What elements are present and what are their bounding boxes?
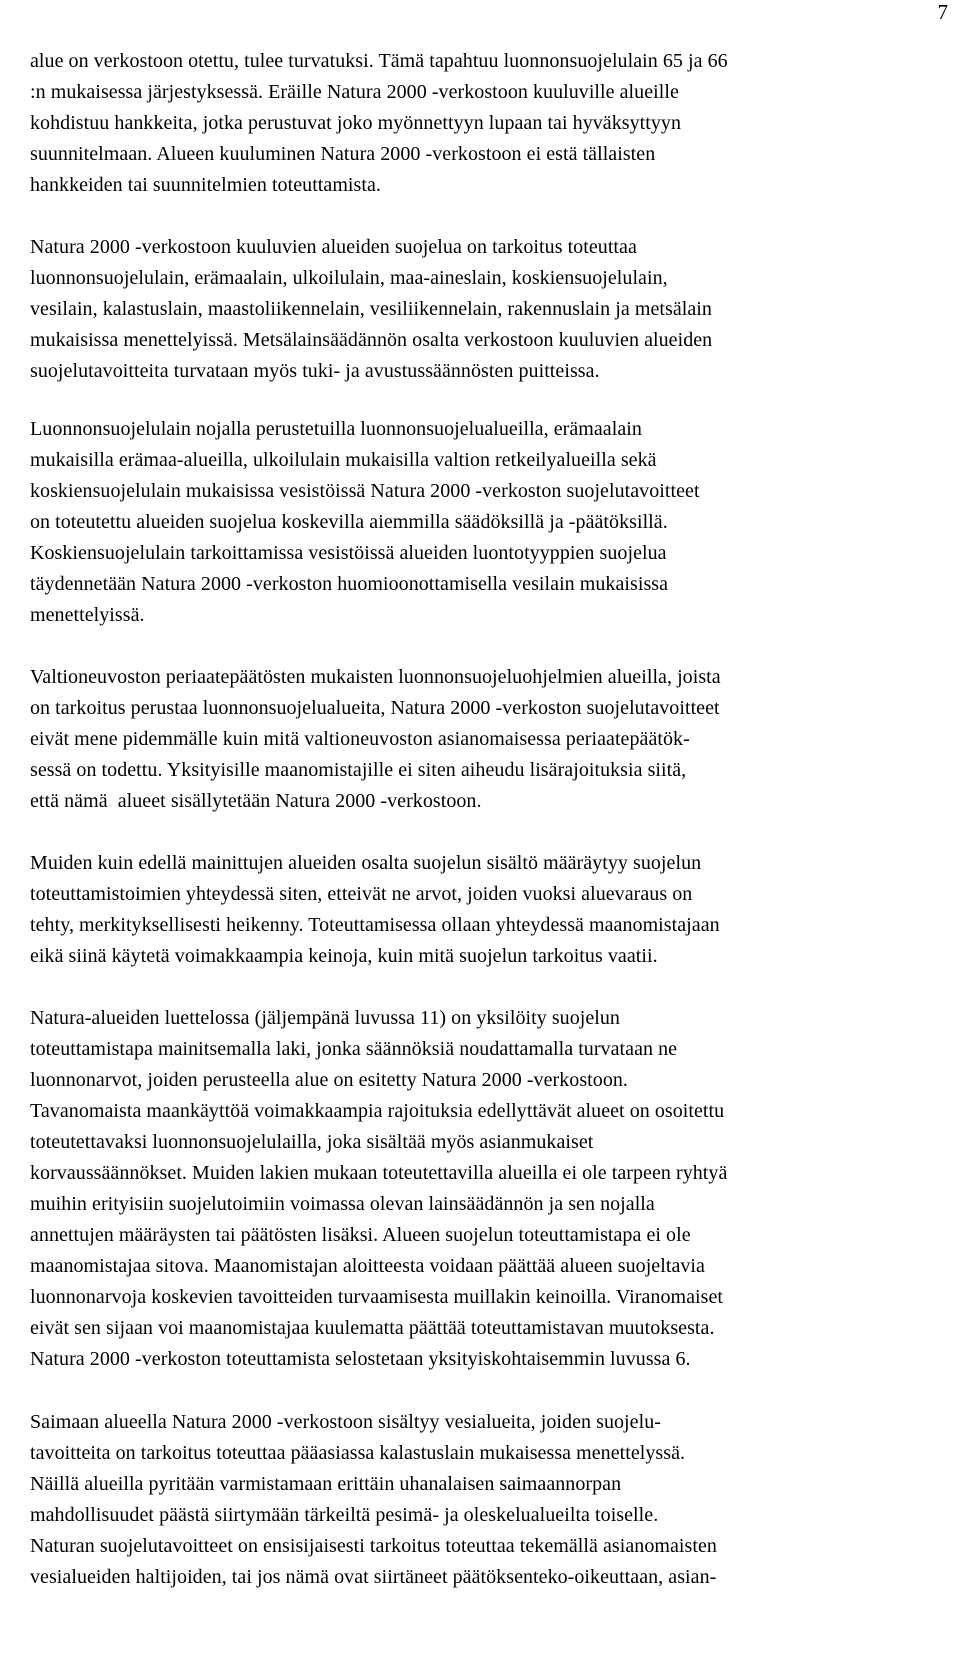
text-line: Natura 2000 -verkostoon kuuluvien alueiden suojelua on tarkoitus toteuttaa: [30, 236, 637, 258]
text-line: Natura-alueiden luettelossa (jäljempänä luvussa 11) on yksilöity suojelun: [30, 1007, 620, 1029]
text-line: toteuttamistapa mainitsemalla laki, jonka säännöksiä noudattamalla turvataan ne: [30, 1038, 678, 1060]
text-line: alue on verkostoon otettu, tulee turvatuksi. Tämä tapahtuu luonnonsuojelulain 65 ja 66: [30, 50, 728, 72]
text-line: muihin erityisiin suojelutoimiin voimassa olevan lainsäädännön ja sen nojalla: [30, 1193, 655, 1215]
text-line: on tarkoitus perustaa luonnonsuojelualueita, Natura 2000 -verkoston suojelutavoitteet: [30, 697, 720, 719]
paragraph-5: [30, 848, 950, 972]
text-line: luonnonarvoja koskevien tavoitteiden turvaamisesta muillakin keinoilla. Viranomaiset: [30, 1286, 724, 1308]
paragraph-3: [30, 414, 950, 631]
text-line: korvaussäännökset. Muiden lakien mukaan toteutettavilla alueilla ei ole tarpeen ryhtyä: [30, 1162, 728, 1184]
paragraph-1: [30, 46, 950, 201]
text-line: hankkeiden tai suunnitelmien toteuttamista.: [30, 174, 381, 196]
text-line: mahdollisuudet päästä siirtymään tärkeiltä pesimä- ja oleskelualueilta toiselle.: [30, 1504, 659, 1526]
text-line: vesilain, kalastuslain, maastoliikennelain, vesiliikennelain, rakennuslain ja metsälain: [30, 298, 712, 320]
text-line: toteutettavaksi luonnonsuojelulailla, joka sisältää myös asianmukaiset: [30, 1131, 594, 1153]
page-number: 7: [937, 0, 948, 24]
text-line: eivät mene pidemmälle kuin mitä valtioneuvoston asianomaisessa periaatepäätök-: [30, 728, 690, 750]
text-line: luonnonsuojelulain, erämaalain, ulkoilulain, maa-aineslain, koskiensuojelulain,: [30, 267, 668, 289]
paragraph-4: [30, 662, 950, 817]
text-line: tavoitteita on tarkoitus toteuttaa pääasiassa kalastuslain mukaisessa menettelyssä.: [30, 1442, 686, 1464]
text-line: tehty, merkityksellisesti heikenny. Toteuttamisessa ollaan yhteydessä maanomistajaan: [30, 914, 720, 936]
text-line: toteuttamistoimien yhteydessä siten, etteivät ne arvot, joiden vuoksi aluevaraus on: [30, 883, 693, 905]
text-line: kohdistuu hankkeita, jotka perustuvat joko myönnettyyn lupaan tai hyväksyttyyn: [30, 112, 682, 134]
text-line: Näillä alueilla pyritään varmistamaan erittäin uhanalaisen saimaannorpan: [30, 1473, 622, 1495]
text-line: Koskiensuojelulain tarkoittamissa vesistöissä alueiden luontotyyppien suojelua: [30, 542, 667, 564]
text-line: suunnitelmaan. Alueen kuuluminen Natura 2000 -verkostoon ei estä tällaisten: [30, 143, 656, 165]
text-line: :n mukaisessa järjestyksessä. Eräille Natura 2000 -verkostoon kuuluville alueille: [30, 81, 679, 103]
text-line: Valtioneuvoston periaatepäätösten mukaisten luonnonsuojeluohjelmien alueilla, joista: [30, 666, 721, 688]
text-line: sessä on todettu. Yksityisille maanomistajille ei siten aiheudu lisärajoituksia siitä,: [30, 759, 687, 781]
text-line: Muiden kuin edellä mainittujen alueiden osalta suojelun sisältö määräytyy suojelun: [30, 852, 702, 874]
text-line: täydennetään Natura 2000 -verkoston huomioonottamisella vesilain mukaisissa: [30, 573, 669, 595]
text-line: Tavanomaista maankäyttöä voimakkaampia rajoituksia edellyttävät alueet on osoitettu: [30, 1100, 725, 1122]
text-line: koskiensuojelulain mukaisissa vesistöissä Natura 2000 -verkoston suojelutavoitteet: [30, 480, 700, 502]
paragraph-2: [30, 232, 950, 387]
text-line: annettujen määräysten tai päätösten lisäksi. Alueen suojelun toteuttamistapa ei ole: [30, 1224, 691, 1246]
text-line: Naturan suojelutavoitteet on ensisijaisesti tarkoitus toteuttaa tekemällä asianomaisten: [30, 1535, 717, 1557]
text-line: menettelyissä.: [30, 604, 145, 626]
text-line: mukaisilla erämaa-alueilla, ulkoilulain mukaisilla valtion retkeilyalueilla sekä: [30, 449, 657, 471]
paragraph-7: [30, 1407, 950, 1593]
text-line: että nämä alueet sisällytetään Natura 2000 -verkostoon.: [30, 790, 482, 812]
text-line: Luonnonsuojelulain nojalla perustetuilla luonnonsuojelualueilla, erämaalain: [30, 418, 642, 440]
text-line: mukaisissa menettelyissä. Metsälainsäädännön osalta verkostoon kuuluvien alueiden: [30, 329, 713, 351]
text-line: suojelutavoitteita turvataan myös tuki- ja avustussäännösten puitteissa.: [30, 360, 600, 382]
text-line: Natura 2000 -verkoston toteuttamista selostetaan yksityiskohtaisemmin luvussa 6.: [30, 1348, 691, 1370]
text-line: on toteutettu alueiden suojelua koskevilla aiemmilla säädöksillä ja -päätöksillä.: [30, 511, 668, 533]
text-line: luonnonarvot, joiden perusteella alue on esitetty Natura 2000 -verkostoon.: [30, 1069, 628, 1091]
text-line: maanomistajaa sitova. Maanomistajan aloitteesta voidaan päättää alueen suojeltavia: [30, 1255, 705, 1277]
text-line: vesialueiden haltijoiden, tai jos nämä ovat siirtäneet päätöksenteko-oikeuttaan, asian-: [30, 1566, 717, 1588]
text-line: eikä siinä käytetä voimakkaampia keinoja, kuin mitä suojelun tarkoitus vaatii.: [30, 945, 658, 967]
text-line: Saimaan alueella Natura 2000 -verkostoon sisältyy vesialueita, joiden suojelu-: [30, 1411, 661, 1433]
text-line: eivät sen sijaan voi maanomistajaa kuulematta päättää toteuttamistavan muutoksesta.: [30, 1317, 715, 1339]
paragraph-6: [30, 1003, 950, 1375]
